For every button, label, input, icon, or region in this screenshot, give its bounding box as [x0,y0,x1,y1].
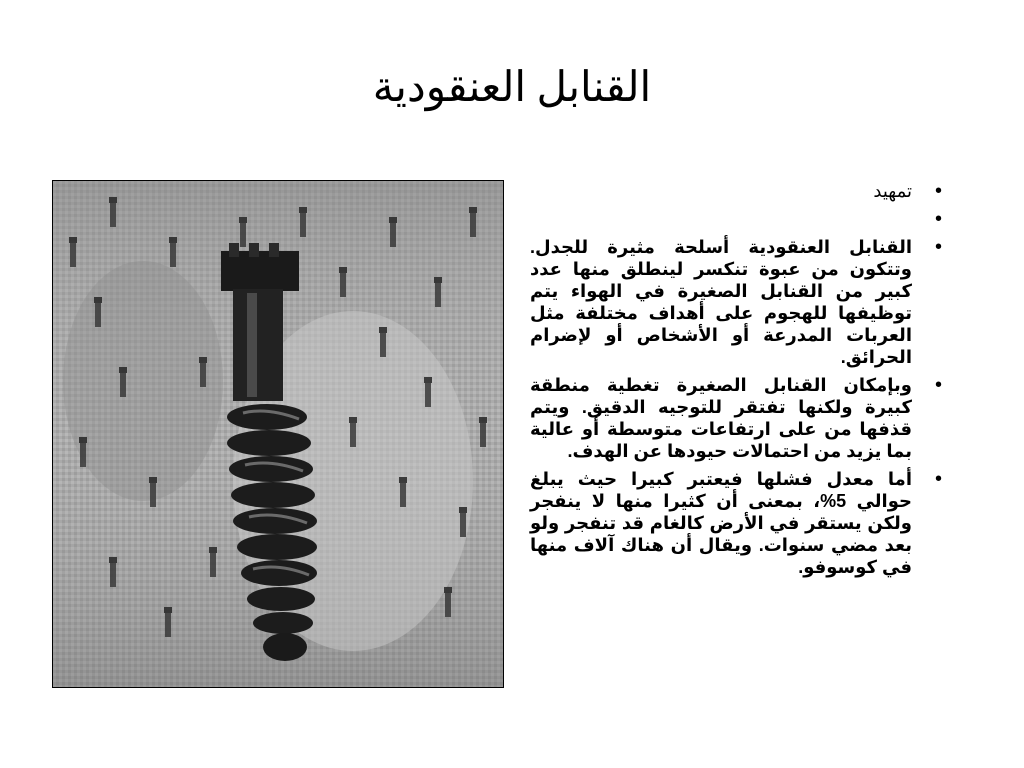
bullet-item [530,208,942,230]
cluster-bomblet-photo [52,180,504,688]
slide-title: القنابل العنقودية [372,65,652,111]
bullet-item: • تمهيد [530,180,942,202]
bullet-item: • القنابل العنقودية أسلحة مثيرة للجدل. وتتكون من عبوة تنكسر لينطلق منها عدد كبير من القنابل الصغيرة في الهواء يتم توظيفها للهجوم على أهداف مختلفة مثل العربات المدرعة أو الأشخاص أو لإضرام الحرائق. [530,236,942,368]
bullet-list [530,180,942,584]
bullet-item: • وبإمكان القنابل الصغيرة تغطية منطقة كبيرة ولكنها تفتقر للتوجيه الدقيق. ويتم قذفها من على ارتفاعات متوسطة أو عالية بما يزيد من احتمالات حيودها عن الهدف. [530,374,942,462]
bullet-item: • أما معدل فشلها فيعتبر كبيرا حيث يبلغ حوالي 5%، بمعنى أن كثيرا منها لا ينفجر ولكن يستقر في الأرض كالغام قد تنفجر ولو بعد مضي سنوات. ويقال أن هناك آلاف منها في كوسوفو. [530,468,942,578]
